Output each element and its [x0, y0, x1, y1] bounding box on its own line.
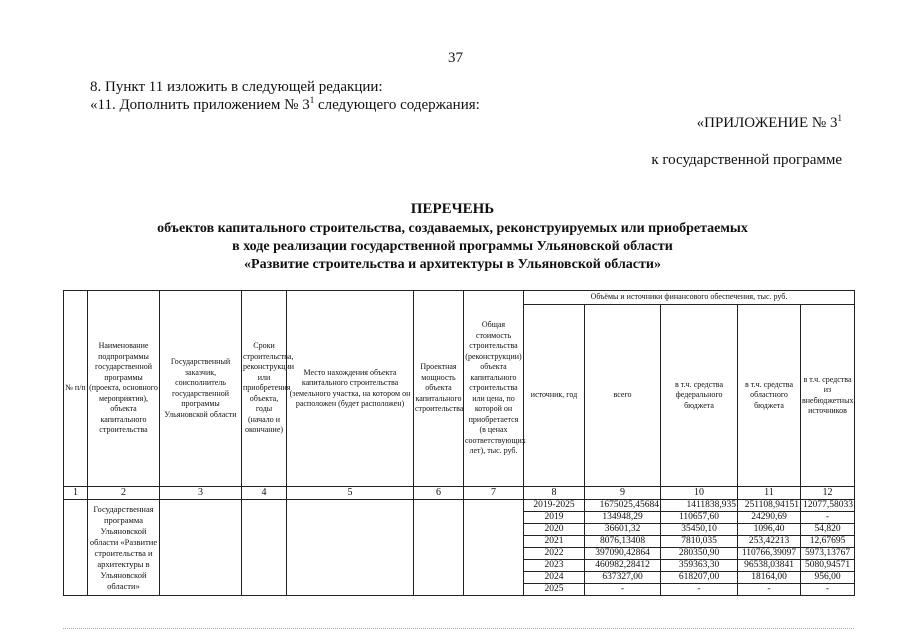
col-number: 1 — [64, 487, 88, 500]
location-cell — [287, 500, 414, 596]
federal-cell: 35450,10 — [661, 524, 738, 536]
federal-cell: - — [661, 584, 738, 596]
federal-cell: 618207,00 — [661, 572, 738, 584]
regional-cell: 18164,00 — [738, 572, 801, 584]
header-cost: Общая стоимость строительства (реконструкции) объекта капитального строительства или цена, по которой он приобретается (в ценах соответствующих лет), тыс. руб. — [464, 291, 524, 487]
federal-cell: 110657,60 — [661, 512, 738, 524]
total-cell: 637327,00 — [585, 572, 661, 584]
appendix-subtitle: к государственной программе — [651, 152, 842, 168]
table-row — [64, 500, 855, 512]
federal-cell: 280350,90 — [661, 548, 738, 560]
customer-cell — [160, 500, 242, 596]
header-name: Наименование подпрограммы государственной программы (проекта, основного мероприятия), объекта капитального строительства — [88, 291, 160, 487]
intro-line-2-after: следующего содержания: — [314, 97, 480, 113]
extrabudget-cell: - — [801, 584, 855, 596]
intro-line-2-sup: 1 — [309, 95, 315, 105]
federal-cell: 359363,30 — [661, 560, 738, 572]
year-cell: 2021 — [524, 536, 585, 548]
extrabudget-cell: 12077,58033 — [801, 500, 855, 512]
header-location: Место нахождения объекта капитального строительства (земельного участка, на котором он расположен (будет расположен) — [287, 291, 414, 487]
year-cell: 2020 — [524, 524, 585, 536]
col-number: 7 — [464, 487, 524, 500]
total-cell: - — [585, 584, 661, 596]
col-number: 4 — [242, 487, 287, 500]
regional-cell: 253,42213 — [738, 536, 801, 548]
col-number: 8 — [524, 487, 585, 500]
year-cell: 2023 — [524, 560, 585, 572]
capacity-cell — [414, 500, 464, 596]
regional-cell: 96538,03841 — [738, 560, 801, 572]
header-terms: Сроки строительства, реконструкции или приобретения объекта, годы (начало и окончание) — [242, 291, 287, 487]
total-cell: 134948,29 — [585, 512, 661, 524]
column-numbers-row — [64, 487, 855, 500]
col-number: 2 — [88, 487, 160, 500]
regional-cell: - — [738, 584, 801, 596]
federal-cell: 7810,035 — [661, 536, 738, 548]
page-number: 37 — [448, 50, 463, 66]
header-customer: Государственный заказчик, соисполнитель государственной программы Ульяновской области — [160, 291, 242, 487]
appendix-title-text: «ПРИЛОЖЕНИЕ № 3 — [696, 115, 838, 131]
heading-line-4: «Развитие строительства и архитектуры в Ульяновской области» — [244, 257, 661, 272]
regional-cell: 251108,94151 — [738, 500, 801, 512]
regional-cell: 1096,40 — [738, 524, 801, 536]
intro-line-1: 8. Пункт 11 изложить в следующей редакции: — [90, 79, 383, 95]
header-capacity: Проектная мощность объекта капитального строительства — [414, 291, 464, 487]
federal-cell: 1411838,935 — [661, 500, 738, 512]
extrabudget-cell: 12,67695 — [801, 536, 855, 548]
cost-cell — [464, 500, 524, 596]
year-cell: 2019 — [524, 512, 585, 524]
year-cell: 2024 — [524, 572, 585, 584]
total-cell: 8076,13408 — [585, 536, 661, 548]
heading-line-3: в ходе реализации государственной программы Ульяновской области — [232, 239, 673, 254]
extrabudget-cell: - — [801, 512, 855, 524]
col-number: 9 — [585, 487, 661, 500]
intro-line-2 — [90, 97, 480, 114]
extrabudget-cell: 5973,13767 — [801, 548, 855, 560]
col-number: 3 — [160, 487, 242, 500]
header-federal: в т.ч. средства федерального бюджета — [661, 305, 738, 487]
year-cell: 2019-2025 — [524, 500, 585, 512]
col-number: 5 — [287, 487, 414, 500]
header-total: всего — [585, 305, 661, 487]
total-cell: 36601,32 — [585, 524, 661, 536]
program-name-cell: Государственная программа Ульяновской области «Развитие строительства и архитектуры в Ульяновской области» — [88, 500, 160, 596]
page-footer-divider — [63, 628, 854, 629]
intro-line-2-before: «11. Дополнить приложением № 3 — [90, 97, 310, 113]
header-extrabudget: в т.ч. средства из внебюджетных источников — [801, 305, 855, 487]
header-number: № п/п — [64, 291, 88, 487]
extrabudget-cell: 54,820 — [801, 524, 855, 536]
regional-cell: 24290,69 — [738, 512, 801, 524]
col-number: 12 — [801, 487, 855, 500]
heading-line-1: ПЕРЕЧЕНЬ — [410, 201, 495, 217]
heading-line-2: объектов капитального строительства, создаваемых, реконструируемых или приобретаемых — [157, 221, 748, 236]
terms-cell — [242, 500, 287, 596]
extrabudget-cell: 5080,94571 — [801, 560, 855, 572]
col-number: 10 — [661, 487, 738, 500]
col-number: 6 — [414, 487, 464, 500]
row-number-cell — [64, 500, 88, 596]
appendix-title — [697, 115, 842, 132]
header-source-year: источник, год — [524, 305, 585, 487]
year-cell: 2025 — [524, 584, 585, 596]
appendix-title-sup: 1 — [837, 113, 842, 123]
objects-table — [63, 290, 855, 596]
regional-cell: 110766,39097 — [738, 548, 801, 560]
col-number: 11 — [738, 487, 801, 500]
total-cell: 460982,28412 — [585, 560, 661, 572]
total-cell: 397090,42864 — [585, 548, 661, 560]
header-regional: в т.ч. средства областного бюджета — [738, 305, 801, 487]
year-cell: 2022 — [524, 548, 585, 560]
extrabudget-cell: 956,00 — [801, 572, 855, 584]
header-financing-group: Объёмы и источники финансового обеспечения, тыс. руб. — [524, 291, 855, 305]
total-cell: 1675025,45684 — [585, 500, 661, 512]
